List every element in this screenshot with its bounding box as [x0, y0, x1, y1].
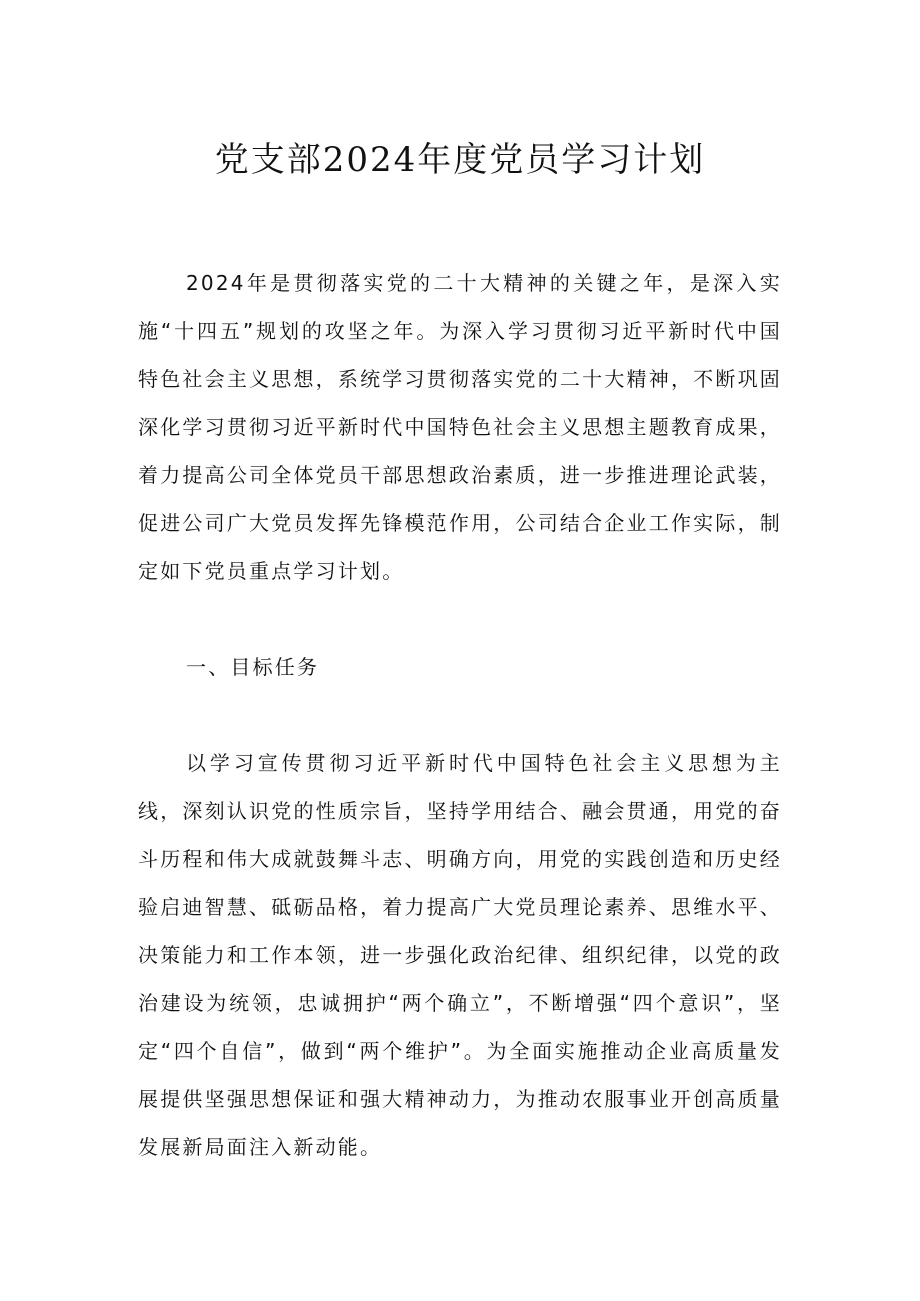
goals-paragraph: 以学习宣传贯彻习近平新时代中国特色社会主义思想为主线，深刻认识党的性质宗旨，坚持学用结合、融会贯通，用党的奋斗历程和伟大成就鼓舞斗志、明确方向，用党的实践创造和历史经验启迪智慧、砥砺品格，着力提高广大党员理论素养、思维水平、决策能力和工作本领，进一步强化政治纪律、组织纪律，以党的政治建设为统领，忠诚拥护“两个确立”，不断增强“四个意识”，坚定“四个自信”，做到“两个维护”。为全面实施推动企业高质量发展提供坚强思想保证和强大精神动力，为推动农服事业开创高质量发展新局面注入新动能。 — [138, 751, 782, 1159]
intro-paragraph: 2024年是贯彻落实党的二十大精神的关键之年，是深入实施“十四五”规划的攻坚之年。为深入学习贯彻习近平新时代中国特色社会主义思想，系统学习贯彻落实党的二十大精神，不断巩固深化学习贯彻习近平新时代中国特色社会主义思想主题教育成果，着力提高公司全体党员干部思想政治素质，进一步推进理论武装，促进公司广大党员发挥先锋模范作用，公司结合企业工作实际，制定如下党员重点学习计划。 — [138, 271, 782, 583]
section-heading-goals: 一、目标任务 — [186, 655, 320, 679]
document-title: 党支部2024年度党员学习计划 — [214, 140, 706, 180]
